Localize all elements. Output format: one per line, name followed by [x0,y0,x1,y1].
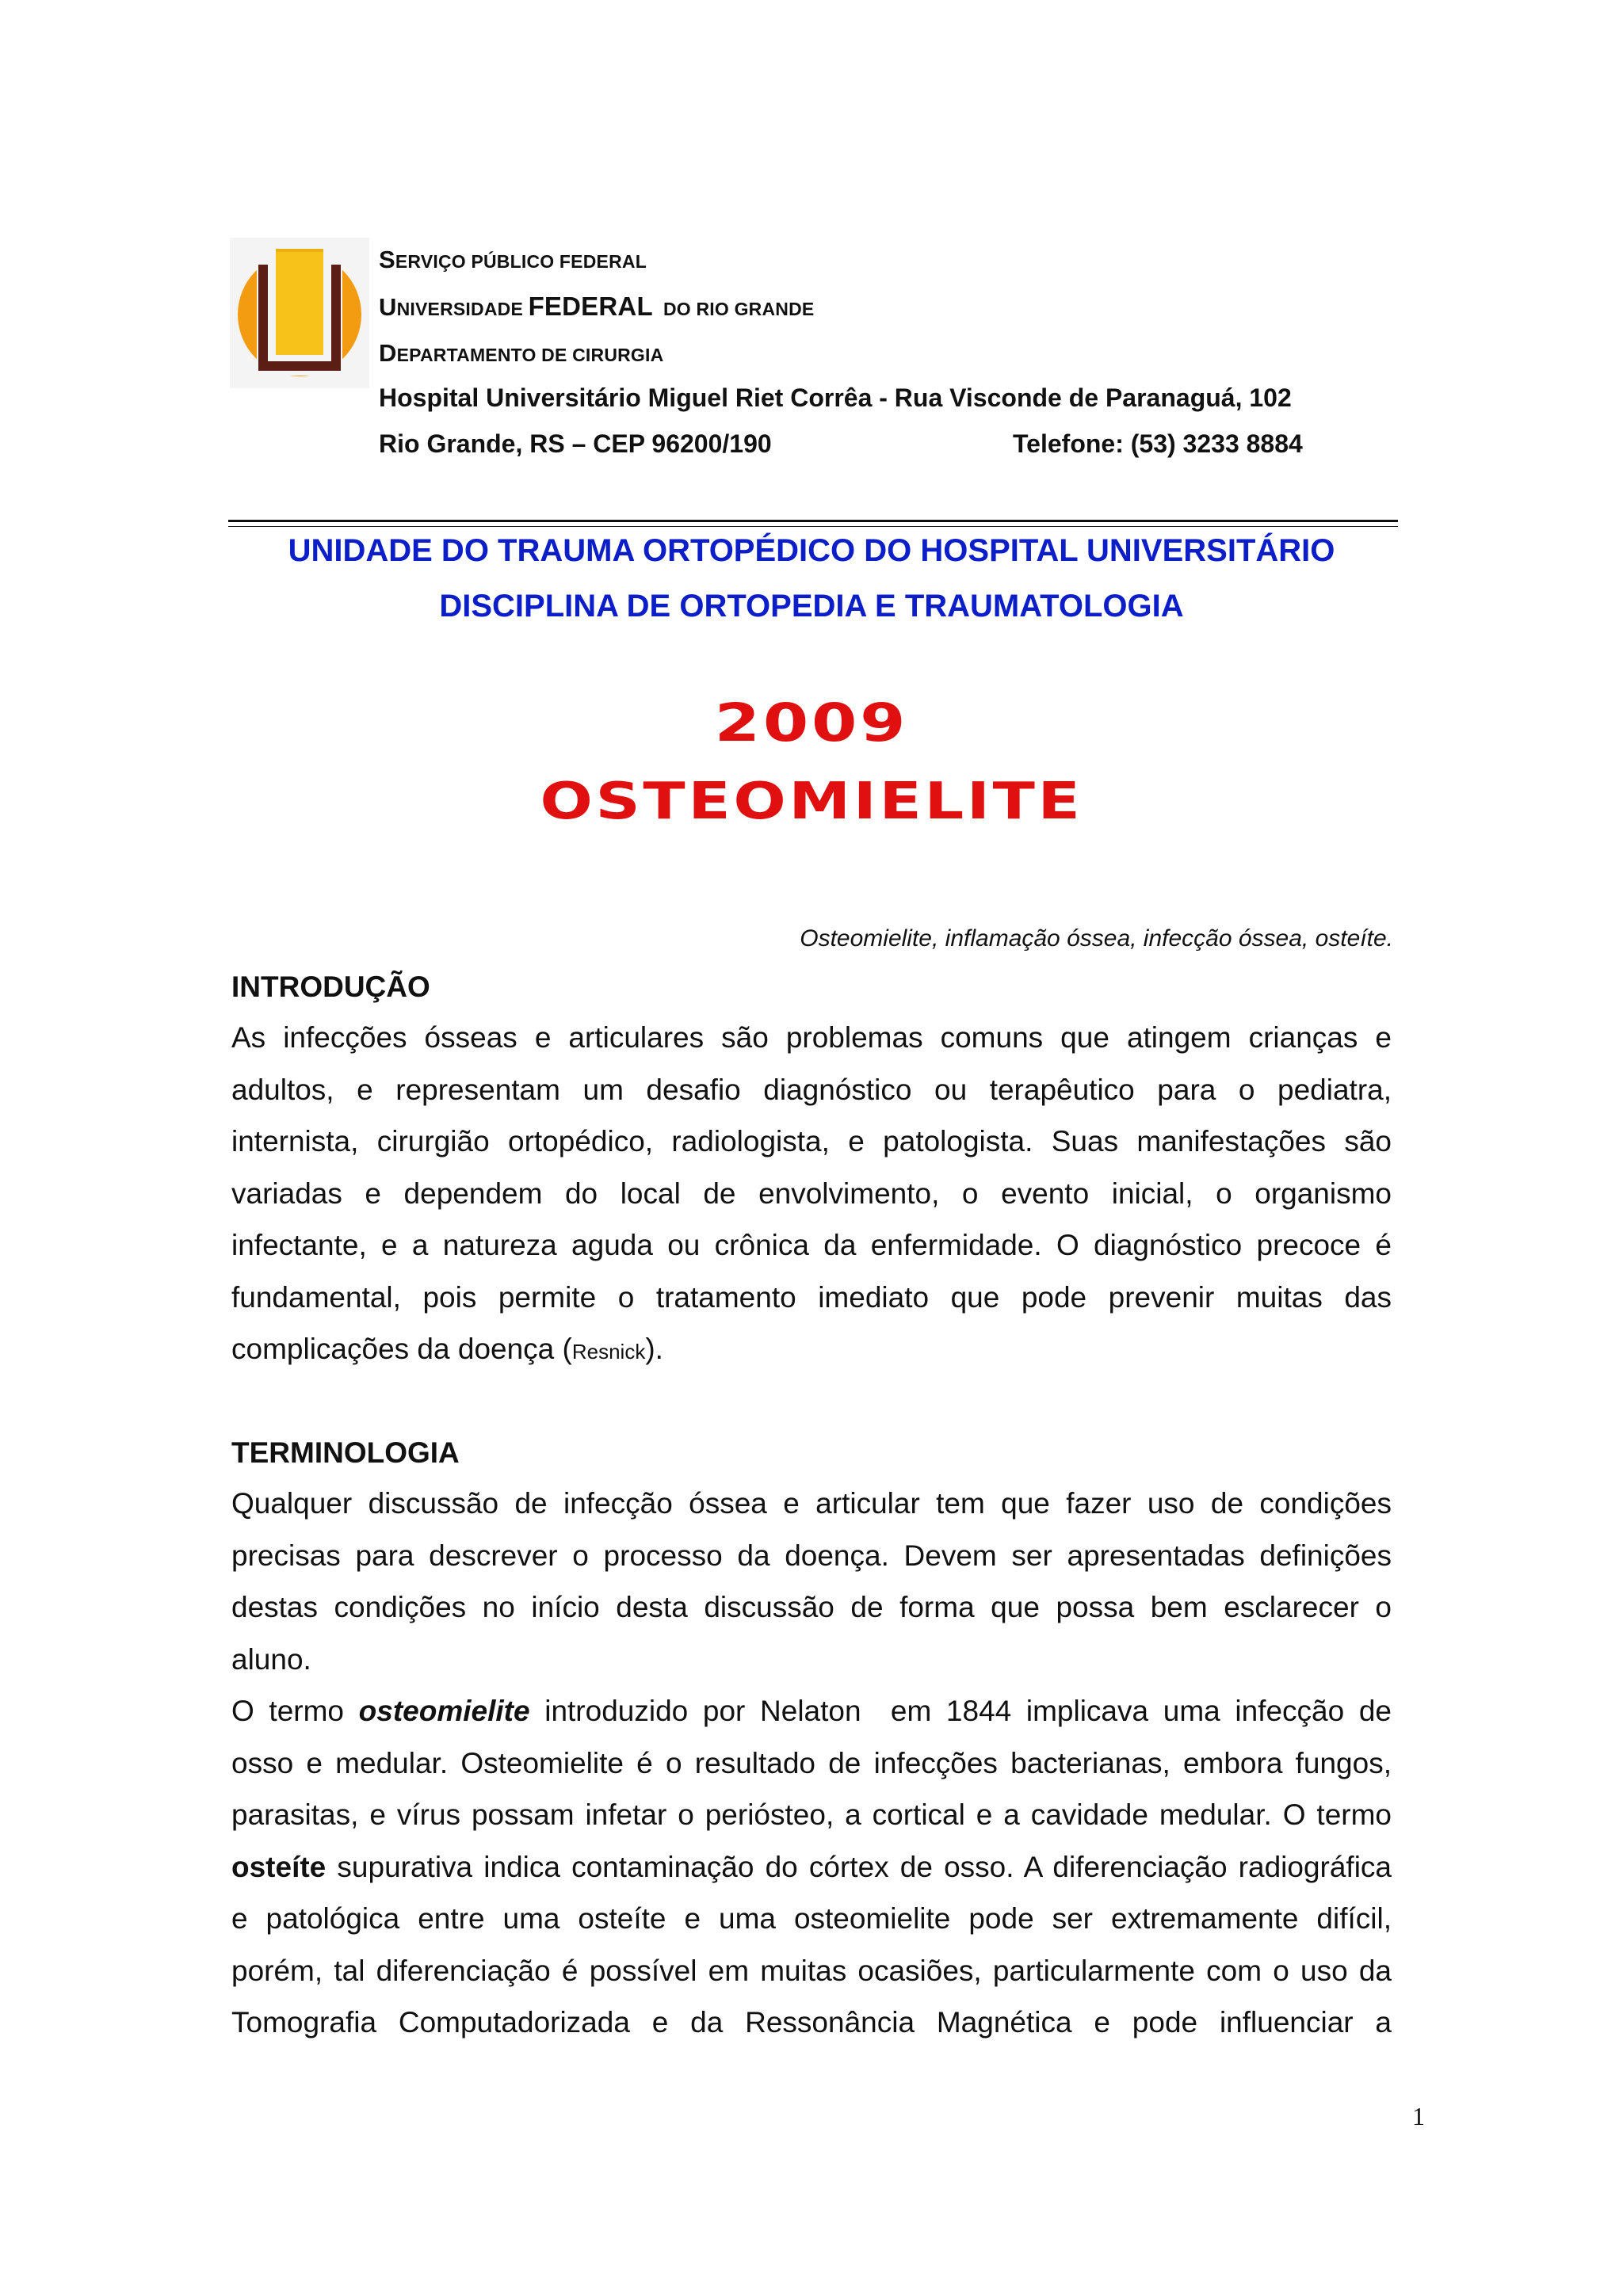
terminology-heading: TERMINOLOGIA [231,1436,460,1469]
text-line: O termo osteomielite introduzido por Nelaton em 1844 implicava uma infecção de [231,1695,1392,1727]
university-logo [230,238,369,388]
year-title: 2009 [714,692,909,753]
text-line: complicações da doença (Resnick). [231,1333,663,1365]
text-line: infectante, e a natureza aguda ou crônica da enfermidade. O diagnóstico precoce é [231,1229,1392,1261]
header-divider-thin [228,526,1398,527]
discipline-title: DISCIPLINA DE ORTOPEDIA E TRAUMATOLOGIA [439,589,1184,624]
header-university-line: UNIVERSIDADE FEDERAL DO RIO GRANDE [379,292,815,321]
page-number: 1 [1412,2102,1425,2130]
intro-paragraph [231,1012,1392,1379]
text-line: destas condições no início desta discussão de forma que possa bem esclarecer o [231,1591,1392,1623]
header-service-line: SERVIÇO PÚBLICO FEDERAL [379,246,647,273]
text-line: osteíte supurativa indica contaminação do córtex de osso. A diferenciação radiográfica [231,1850,1392,1883]
text-line: e patológica entre uma osteíte e uma osteomielite pode ser extremamente difícil, [231,1902,1392,1935]
text-line: As infecções ósseas e articulares são problemas comuns que atingem crianças e [231,1021,1392,1054]
keywords-line: Osteomielite, inflamação óssea, infecção óssea, osteíte. [800,925,1393,952]
text-line: precisas para descrever o processo da doença. Devem ser apresentadas definições [231,1539,1392,1572]
unit-title: UNIDADE DO TRAUMA ORTOPÉDICO DO HOSPITAL UNIVERSITÁRIO [288,533,1335,568]
term-osteite: osteíte [231,1850,327,1883]
terminology-paragraph-1 [231,1478,1392,2049]
term-osteomielite: osteomielite [358,1695,530,1727]
text-line: osso e medular. Osteomielite é o resultado de infecções bacterianas, embora fungos, [231,1746,1392,1779]
text-line: porém, tal diferenciação é possível em muitas ocasiões, particularmente com o uso da [231,1954,1392,1987]
header-city-line: Rio Grande, RS – CEP 96200/190 [379,429,772,458]
main-title: OSTEOMIELITE [540,772,1083,831]
header-address-line: Hospital Universitário Miguel Riet Corrêa - Rua Visconde de Paranaguá, 102 [379,383,1292,412]
text-line: fundamental, pois permite o tratamento imediato que pode prevenir muitas das [231,1280,1392,1314]
header-department-line: DEPARTAMENTO DE CIRURGIA [379,339,664,367]
header-phone: Telefone: (53) 3233 8884 [1013,429,1303,458]
text-line: parasitas, e vírus possam infetar o periósteo, a cortical e a cavidade medular. O termo [231,1798,1392,1831]
citation-reference: Resnick [571,1340,646,1363]
text-line: variadas e dependem do local de envolvimento, o evento inicial, o organismo [231,1177,1392,1210]
header-divider-thick [228,520,1398,522]
text-line: Qualquer discussão de infecção óssea e articular tem que fazer uso de condições [231,1487,1392,1520]
intro-heading: INTRODUÇÃO [231,971,430,1003]
text-line: Tomografia Computadorizada e da Ressonância Magnética e pode influenciar a [231,2006,1392,2039]
text-line: internista, cirurgião ortopédico, radiologista, e patologista. Suas manifestações são [231,1125,1392,1158]
university-emblem-icon [230,238,369,388]
text-line: adultos, e representam um desafio diagnóstico ou terapêutico para o pediatra, [231,1073,1392,1106]
text-line: aluno. [231,1642,311,1676]
